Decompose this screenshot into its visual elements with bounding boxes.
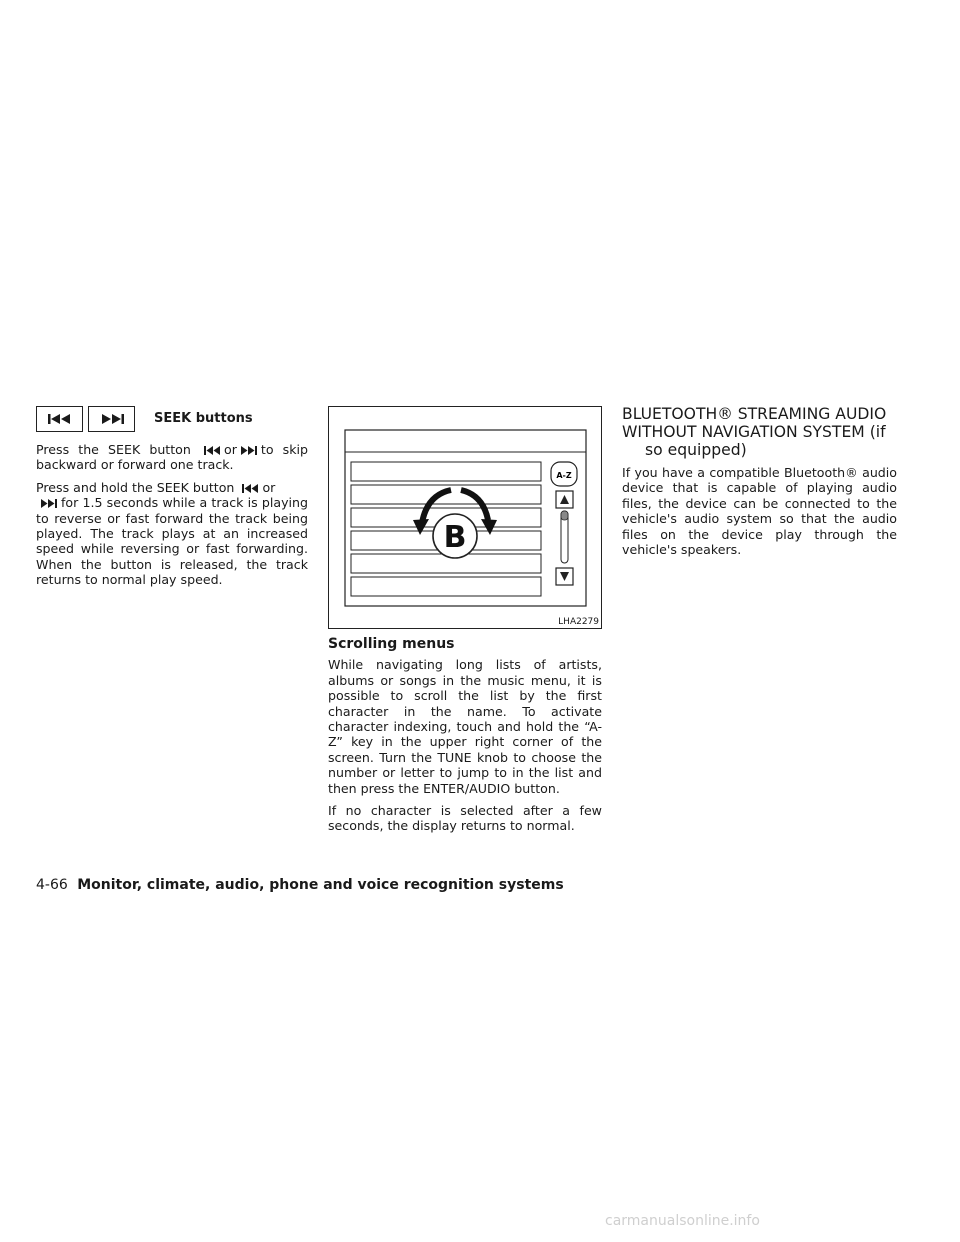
skip-forward-icon [99,413,125,425]
screen-illustration [328,406,602,629]
figure-label: LHA2279 [558,617,599,627]
seek-p1-or: or [224,442,237,457]
scrolling-title: Scrolling menus [328,636,455,652]
seek-paragraph-2 [36,480,308,588]
chapter-title: Monitor, climate, audio, phone and voice recognition systems [77,877,564,893]
skip-back-icon [47,413,73,425]
seek-p1-text-b: to skip backward or forward one track. [36,442,308,473]
seek-title: SEEK buttons [154,411,253,427]
seek-p2-text-b: for 1.5 seconds while a track is playing to reverse or fast forward the track being played. The track plays at an increased speed while reversing or fast forwarding. When the button is released, the track returns to normal play speed. [36,495,308,588]
bluetooth-title-line-2: WITHOUT NAVIGATION SYSTEM (if [622,423,886,441]
skip-back-icon [204,446,220,455]
page-footer [36,877,564,893]
bluetooth-title-line-3: so equipped) [645,441,747,459]
skip-back-key [36,406,83,432]
seek-p2-or: or [262,479,276,495]
list-row [351,462,541,481]
page-number: 4-66 [36,877,68,893]
screen-diagram [329,407,601,628]
bluetooth-section [622,405,897,564]
rotate-right-arrow [461,490,488,520]
bluetooth-title-line-1: BLUETOOTH® STREAMING AUDIO [622,405,887,423]
scrollbar-thumb [561,511,568,520]
skip-forward-icon [41,499,57,508]
seek-header [36,406,308,432]
skip-forward-icon [241,446,257,455]
bluetooth-paragraph: If you have a compatible Bluetooth® audio device that is capable of playing audio files, the device can be connected to the vehicle's audio system so that the audio files on the device play through the vehicle's speakers. [622,465,897,558]
watermark: carmanualsonline.info [605,1213,760,1229]
scrolling-section [328,406,602,841]
skip-forward-key [88,406,135,432]
list-row [351,577,541,596]
seek-section [36,406,308,595]
seek-p1-text-a: Press the SEEK button [36,442,191,457]
seek-p2-text-a: Press and hold the SEEK button [36,479,235,495]
scrolling-paragraph-2: If no character is selected after a few seconds, the display returns to normal. [328,803,602,834]
knob-letter: B [443,520,467,555]
skip-back-icon [242,484,258,493]
scrolling-paragraph-1: While navigating long lists of artists, albums or songs in the music menu, it is possible to scroll the list by the first character in the name. To activate character indexing, touch and hold the “A-Z” key in the upper right corner of the screen. Turn the TUNE knob to choose the number or letter to jump to in the list and then press the ENTER/AUDIO button. [328,657,602,796]
seek-paragraph-1 [36,442,308,473]
az-key-label: A-Z [556,471,572,480]
bluetooth-title [622,405,897,459]
